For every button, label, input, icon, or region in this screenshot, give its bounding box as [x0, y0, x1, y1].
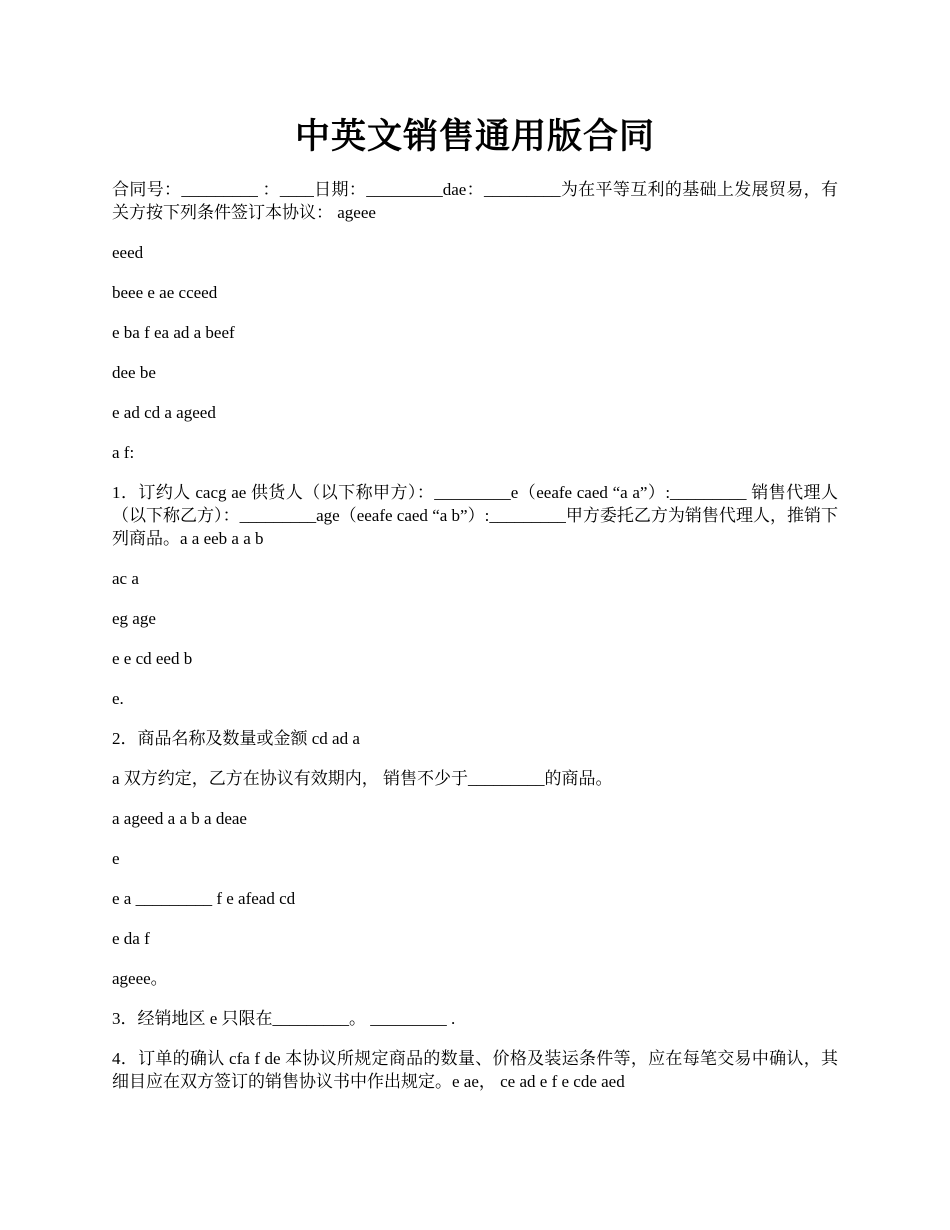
paragraph: e ad cd a ageed [112, 403, 216, 422]
paragraph: eg age [112, 609, 156, 628]
clause-2-heading: 2．商品名称及数量或金额 cd ad a [112, 729, 360, 748]
paragraph: e ba f ea ad a beef [112, 323, 235, 342]
paragraph: e. [112, 689, 124, 708]
paragraph: e da f [112, 929, 150, 948]
document-title: 中英文销售通用版合同 [294, 117, 655, 156]
paragraph: a f: [112, 443, 135, 462]
paragraph: eeed [112, 243, 144, 262]
paragraph: 合同号：_________ ：____日期：_________dae：_________为在平等互利的基础上发展贸易，有关方按下列条件签订本协议： ageee [112, 180, 838, 222]
document-body [112, 178, 838, 1110]
paragraph: e e cd eed b [112, 649, 193, 668]
paragraph: ageee。 [112, 969, 168, 988]
paragraph: dee be [112, 363, 156, 382]
paragraph: a 双方约定，乙方在协议有效期内， 销售不少于_________的商品。 [112, 769, 613, 788]
paragraph: a ageed a a b a deae [112, 809, 247, 828]
paragraph: e [112, 849, 120, 868]
paragraph: ac a [112, 569, 139, 588]
clause-4-order-confirmation: 4．订单的确认 cfa f de 本协议所规定商品的数量、价格及装运条件等，应在每笔交易中确认，其细目应在双方签订的销售协议书中作出规定。e ae， ce ad e f e cde aed [112, 1049, 838, 1091]
clause-3-territory: 3．经销地区 e 只限在_________。 _________ . [112, 1009, 456, 1028]
paragraph: beee e ae cceed [112, 283, 218, 302]
paragraph: e a _________ f e afead cd [112, 889, 296, 908]
clause-1-parties: 1．订约人 cacg ae 供货人（以下称甲方）：_________e（eeafe caed “a a”）:_________ 销售代理人（以下称乙方）：_________age（eeafe caed “a b”）:_________甲方委托乙方为销售代理人，推销下列商品。a a eeb a a b [112, 483, 838, 548]
